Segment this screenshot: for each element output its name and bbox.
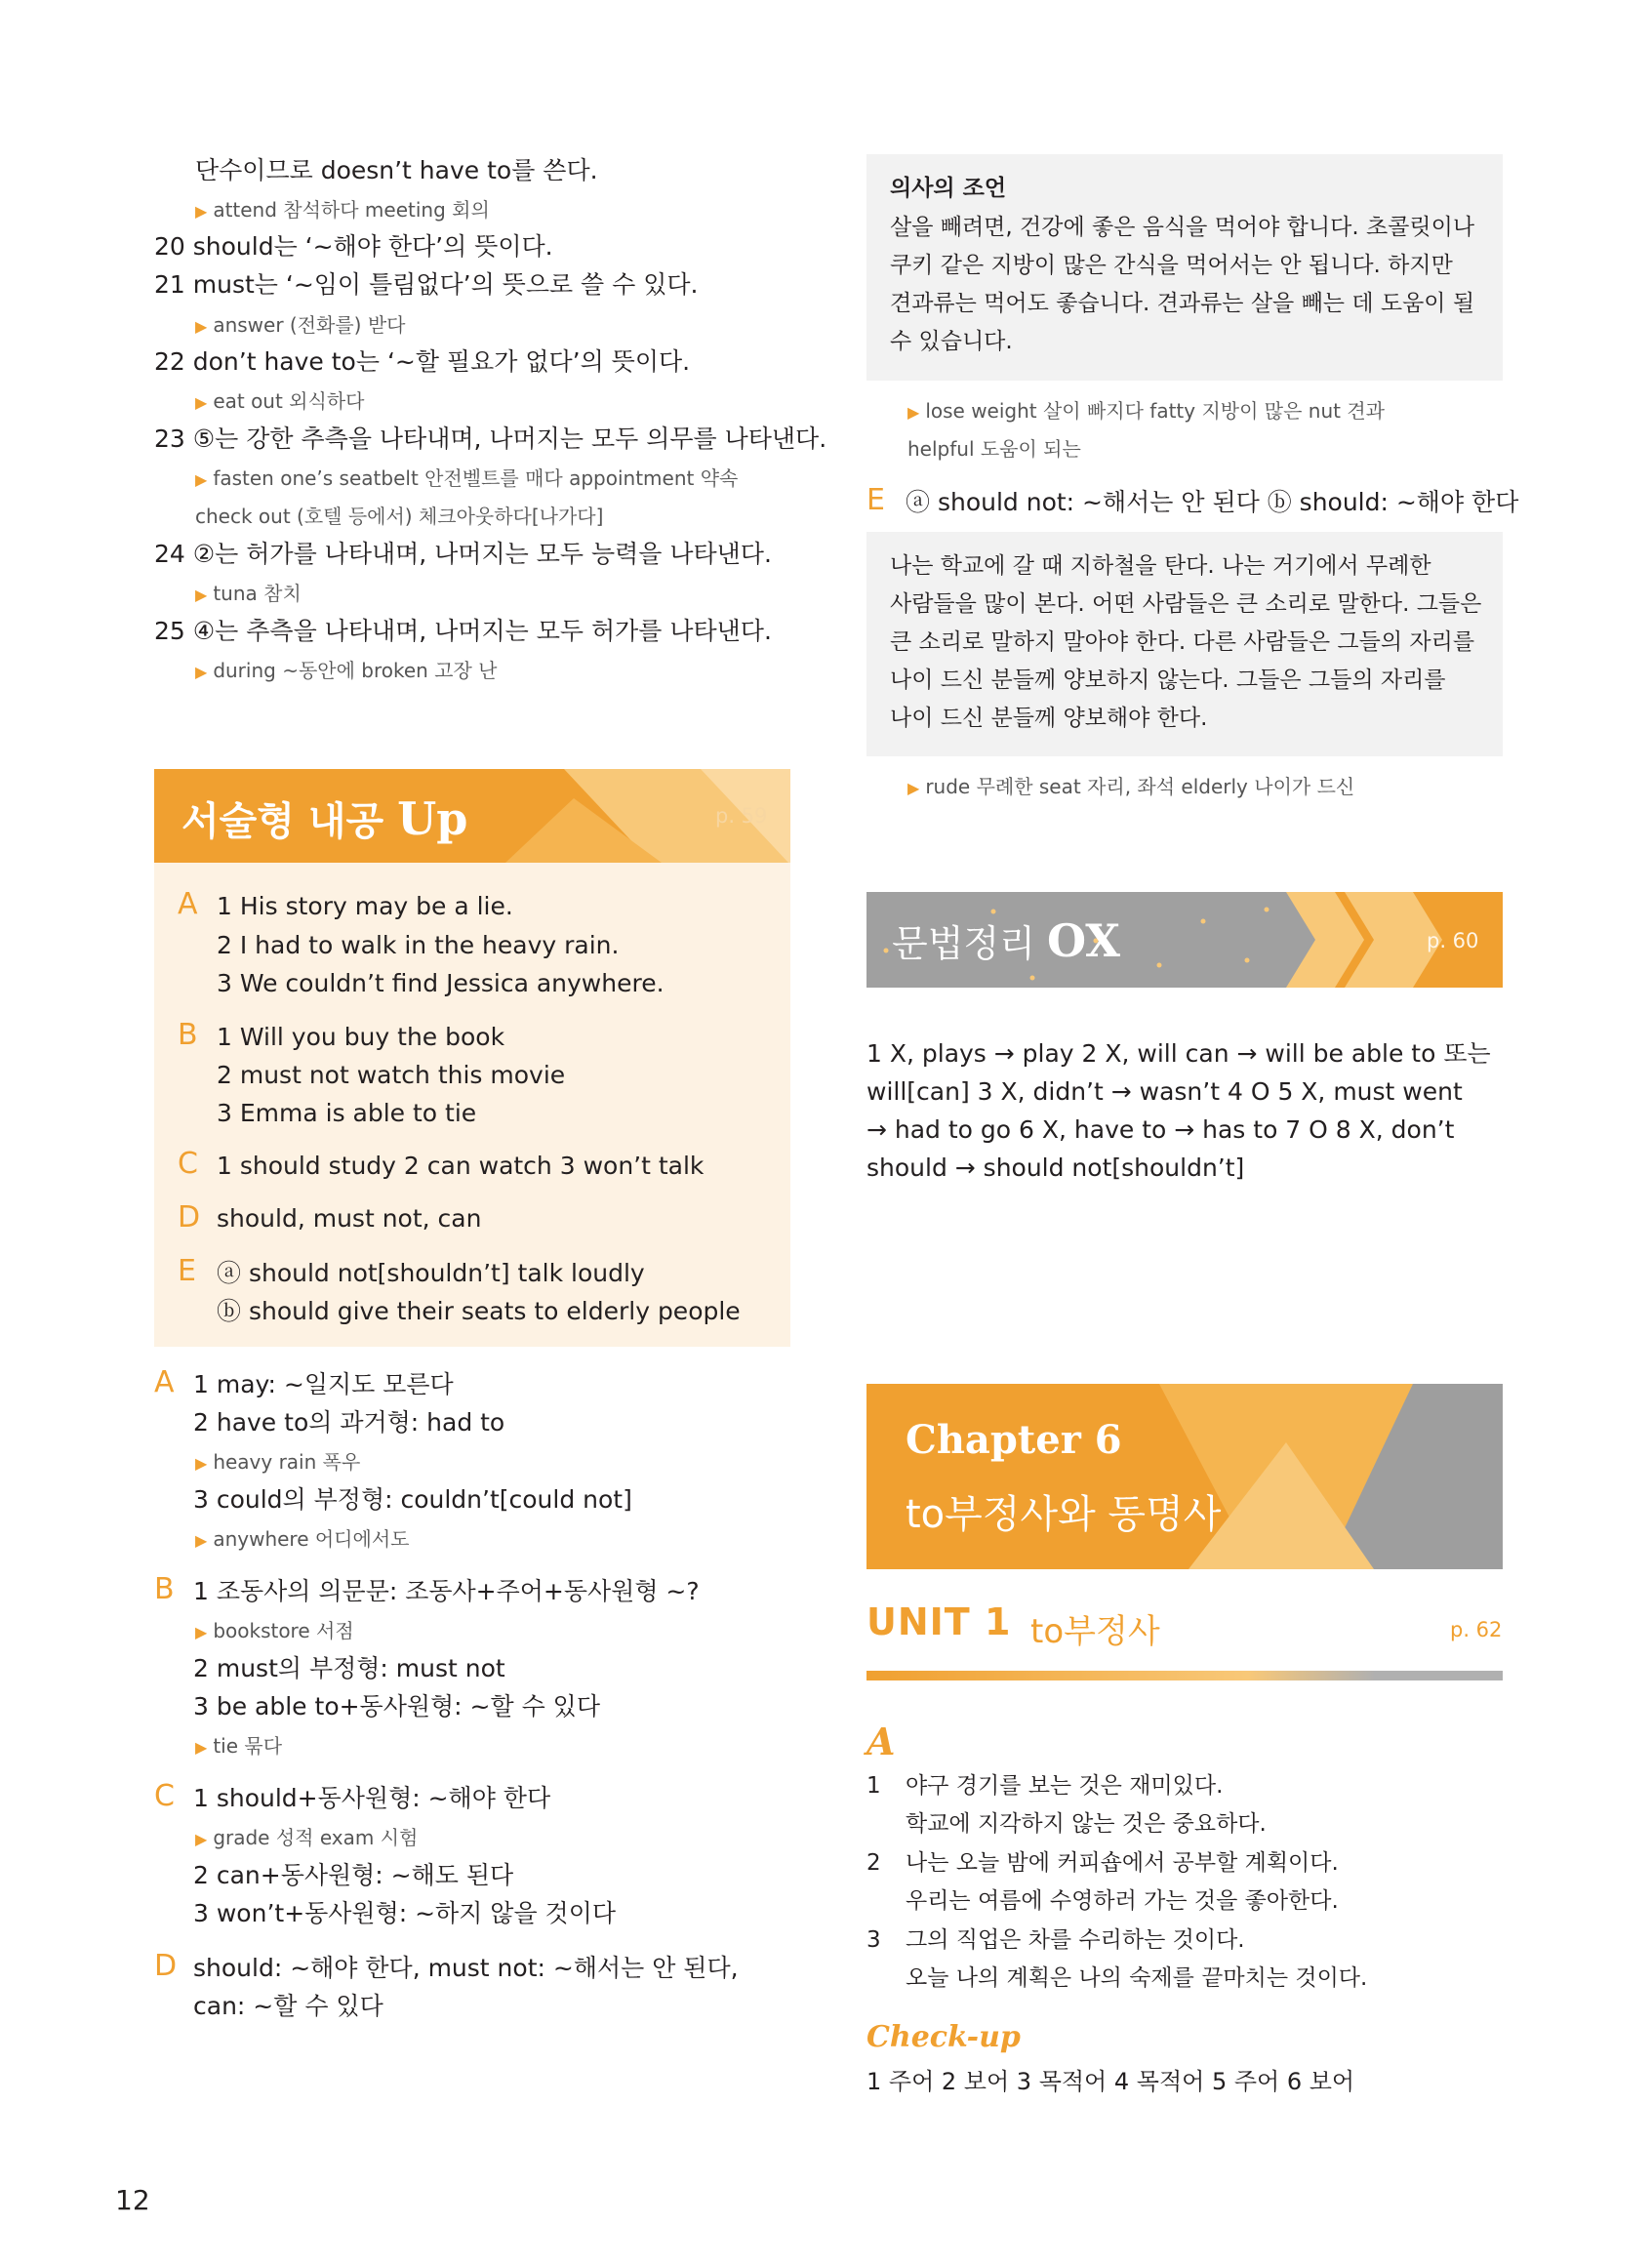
triangle-icon: ▶ <box>195 586 208 604</box>
triangle-icon: ▶ <box>195 663 208 681</box>
subway-passage-box <box>866 532 1503 756</box>
answer-line: 그의 직업은 차를 수리하는 것이다. <box>906 1927 1245 1953</box>
answer-line: 22 don’t have to는 ‘~할 필요가 없다’의 뜻이다. <box>154 347 691 376</box>
triangle-icon: ▶ <box>195 1738 208 1757</box>
answer-line: 1 His story may be a lie. <box>217 892 513 920</box>
box-line: 쿠키 같은 지방이 많은 간식을 먹어서는 안 됩니다. 하지만 <box>890 253 1453 278</box>
answer-box <box>154 863 790 1347</box>
vocab-hint: ▶ grade 성적 exam 시험 <box>195 1826 419 1849</box>
box-line: 나는 학교에 갈 때 지하철을 탄다. 나는 거기에서 무례한 <box>890 553 1431 579</box>
answer-line: 25 ④는 추측을 나타내며, 나머지는 모두 허가를 나타낸다. <box>154 617 772 645</box>
vocab-hint: ▶ eat out 외식하다 <box>195 389 365 413</box>
unit-label: UNIT 1 <box>866 1600 1012 1643</box>
answer-line: 1 조동사의 의문문: 조동사+주어+동사원형 ~? <box>193 1577 700 1605</box>
vocab-hint: ▶ heavy rain 폭우 <box>195 1450 361 1474</box>
label-D: D <box>178 1200 201 1235</box>
label-C: C <box>178 1147 198 1181</box>
label-E: E <box>866 483 885 517</box>
section-A-label: A <box>866 1720 896 1763</box>
item-number: 2 <box>866 1850 881 1876</box>
vocab-hint: ▶ attend 참석하다 meeting 회의 <box>195 198 490 222</box>
box-line: 큰 소리로 말하지 말아야 한다. 다른 사람들은 그들의 자리를 <box>890 629 1475 655</box>
label-B: B <box>178 1018 198 1052</box>
triangle-icon: ▶ <box>195 1454 208 1473</box>
triangle-icon: ▶ <box>195 393 208 412</box>
answer-line: should, must not, can <box>217 1204 482 1233</box>
chapter-subtitle: to부정사와 동명사 <box>906 1492 1222 1537</box>
answer-line: 학교에 지각하지 않는 것은 중요하다. <box>906 1811 1267 1837</box>
answer-line: 1 Will you buy the book <box>217 1023 505 1051</box>
checkup-label: Check-up <box>866 2020 1021 2054</box>
vocab-hint: ▶ anywhere 어디에서도 <box>195 1527 410 1551</box>
vocab-hint: ▶ tie 묶다 <box>195 1734 283 1758</box>
answer-line: 2 must의 부정형: must not <box>193 1654 505 1682</box>
vocab-hint: helpful 도움이 되는 <box>907 437 1081 461</box>
triangle-icon: ▶ <box>907 403 920 422</box>
answer-line: should: ~해야 한다, must not: ~해서는 안 된다, <box>193 1954 739 1982</box>
answer-line: 3 be able to+동사원형: ~할 수 있다 <box>193 1692 600 1720</box>
chapter-title: Chapter 6 <box>906 1417 1122 1463</box>
chapter-banner <box>866 1384 1503 1569</box>
answer-line: 3 Emma is able to tie <box>217 1099 477 1127</box>
page-ref: p. 60 <box>1427 929 1479 952</box>
box-line: 견과류는 먹어도 좋습니다. 견과류는 살을 빼는 데 도움이 될 <box>890 291 1475 316</box>
page-ref: p. 59 <box>715 804 768 828</box>
answer-line: 단수이므로 doesn’t have to를 쓴다. <box>195 156 598 184</box>
label-A: A <box>178 887 198 921</box>
box-title: 의사의 조언 <box>890 176 1007 201</box>
answer-line: 3 won’t+동사원형: ~하지 않을 것이다 <box>193 1899 616 1927</box>
unit-title: to부정사 <box>1030 1612 1160 1651</box>
label-B: B <box>154 1572 175 1606</box>
triangle-icon: ▶ <box>907 779 920 797</box>
answer-line: 2 must not watch this movie <box>217 1061 566 1089</box>
answer-line: ⓐ should not: ~해서는 안 된다 ⓑ should: ~해야 한다 <box>906 488 1519 516</box>
page-ref: p. 62 <box>1450 1618 1503 1641</box>
triangle-icon: ▶ <box>195 470 208 489</box>
ox-answer-line: should → should not[shouldn’t] <box>866 1154 1245 1182</box>
answer-line: 3 We couldn’t find Jessica anywhere. <box>217 969 665 997</box>
answer-line: 1 may: ~일지도 모른다 <box>193 1370 454 1398</box>
triangle-icon: ▶ <box>195 202 208 221</box>
answer-line: 1 should study 2 can watch 3 won’t talk <box>217 1152 705 1180</box>
answer-line: 우리는 여름에 수영하러 가는 것을 좋아한다. <box>906 1888 1339 1914</box>
triangle-icon: ▶ <box>195 1531 208 1550</box>
box-line: 살을 빼려면, 건강에 좋은 음식을 먹어야 합니다. 초콜릿이나 <box>890 215 1475 240</box>
section-title: 서술형 내공 Up <box>181 792 468 845</box>
label-C: C <box>154 1779 175 1813</box>
doctor-advice-box <box>866 154 1503 381</box>
answer-line: 21 must는 ‘~임이 틀림없다’의 뜻으로 쓸 수 있다. <box>154 270 699 299</box>
grammar-title: 문법정리 OX <box>892 914 1120 967</box>
answer-line: 오늘 나의 계획은 나의 숙제를 끝마치는 것이다. <box>906 1965 1368 1991</box>
item-number: 1 <box>866 1773 881 1799</box>
box-line: 사람들을 많이 본다. 어떤 사람들은 큰 소리로 말한다. 그들은 <box>890 591 1482 617</box>
vocab-hint: ▶ rude 무례한 seat 자리, 좌석 elderly 나이가 드신 <box>907 775 1355 798</box>
box-line: 나이 드신 분들께 양보해야 한다. <box>890 706 1208 731</box>
triangle-icon: ▶ <box>195 1623 208 1641</box>
answer-line: 3 could의 부정형: couldn’t[could not] <box>193 1485 632 1514</box>
answer-line: 1 should+동사원형: ~해야 한다 <box>193 1784 551 1812</box>
item-number: 3 <box>866 1927 881 1953</box>
answer-line: ⓐ should not[shouldn’t] talk loudly <box>217 1259 645 1287</box>
grammar-ox-banner <box>866 892 1503 988</box>
ox-answer-line: will[can] 3 X, didn’t → wasn’t 4 O 5 X, must went <box>866 1077 1463 1106</box>
triangle-icon: ▶ <box>195 317 208 336</box>
banner-decoration <box>866 1384 1503 1569</box>
answer-line: 야구 경기를 보는 것은 재미있다. <box>906 1773 1224 1799</box>
label-D: D <box>154 1949 178 1983</box>
vocab-hint: ▶ during ~동안에 broken 고장 난 <box>195 659 498 682</box>
page-number: 12 <box>115 2184 150 2216</box>
answer-line: 2 have to의 과거형: had to <box>193 1408 505 1437</box>
triangle-icon: ▶ <box>195 1830 208 1848</box>
answer-line: can: ~할 수 있다 <box>193 1992 383 2020</box>
answer-line: 20 should는 ‘~해야 한다’의 뜻이다. <box>154 232 553 261</box>
vocab-hint: ▶ tuna 참치 <box>195 582 302 605</box>
answer-line: 나는 오늘 밤에 커피숍에서 공부할 계획이다. <box>906 1850 1339 1876</box>
checkup-answers: 1 주어 2 보어 3 목적어 4 목적어 5 주어 6 보어 <box>866 2068 1355 2095</box>
section-banner <box>154 769 790 863</box>
answer-line: 2 I had to walk in the heavy rain. <box>217 931 620 959</box>
box-line: 나이 드신 분들께 양보하지 않는다. 그들은 그들의 자리를 <box>890 668 1446 693</box>
box-line: 수 있습니다. <box>890 329 1013 354</box>
answer-line: 24 ②는 허가를 나타내며, 나머지는 모두 능력을 나타낸다. <box>154 540 772 568</box>
ox-answer-line: → had to go 6 X, have to → has to 7 O 8 X, don’t <box>866 1115 1455 1144</box>
label-E: E <box>178 1254 196 1288</box>
vocab-hint: ▶ lose weight 살이 빠지다 fatty 지방이 많은 nut 견과 <box>907 399 1385 423</box>
unit-underline <box>866 1671 1503 1680</box>
ox-answer-line: 1 X, plays → play 2 X, will can → will be able to 또는 <box>866 1039 1491 1068</box>
answer-line: 23 ⑤는 강한 추측을 나타내며, 나머지는 모두 의무를 나타낸다. <box>154 425 827 453</box>
answer-line: ⓑ should give their seats to elderly people <box>217 1297 741 1325</box>
vocab-hint: ▶ answer (전화를) 받다 <box>195 313 406 337</box>
vocab-hint: ▶ fasten one’s seatbelt 안전벨트를 매다 appointment 약속 <box>195 466 739 490</box>
answer-line: 2 can+동사원형: ~해도 된다 <box>193 1861 514 1889</box>
vocab-hint: ▶ bookstore 서점 <box>195 1619 354 1642</box>
label-A: A <box>154 1365 175 1399</box>
vocab-hint: check out (호텔 등에서) 체크아웃하다[나가다] <box>195 505 604 528</box>
